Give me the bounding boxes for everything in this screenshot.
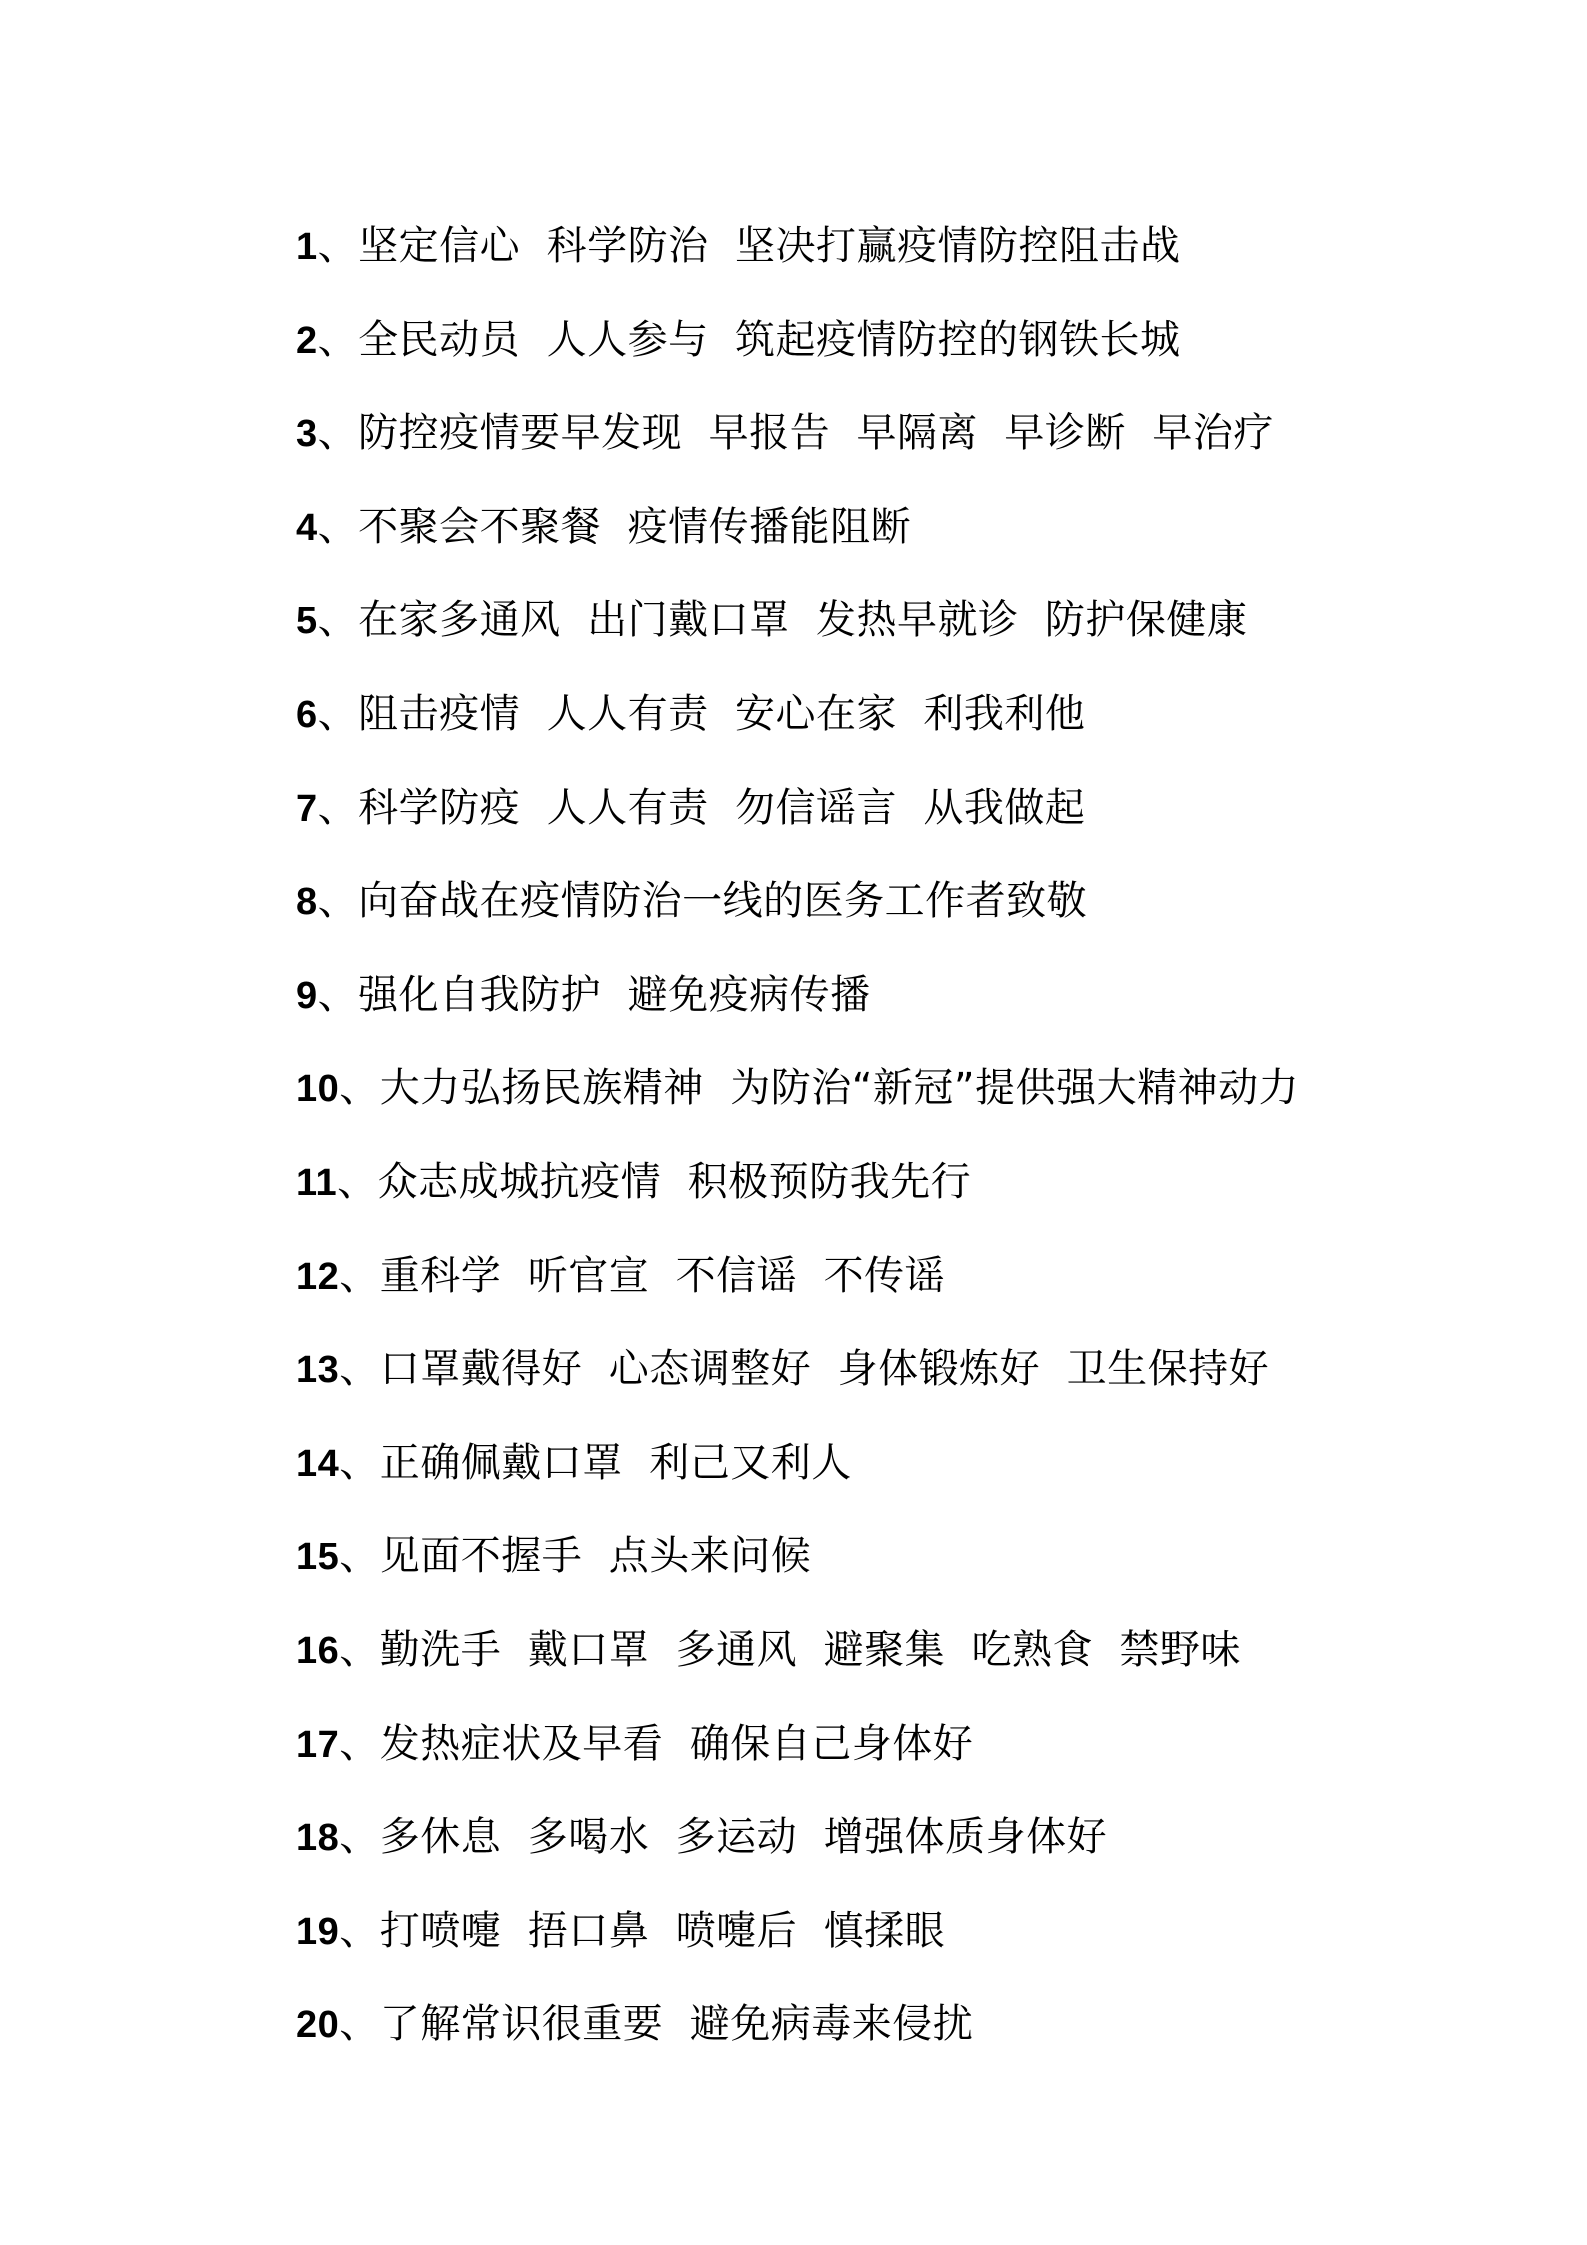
slogan-number: 4 xyxy=(296,506,318,549)
list-item xyxy=(296,1620,1496,1714)
list-item xyxy=(296,871,1496,965)
slogan-separator: 、 xyxy=(339,1533,380,1580)
slogan-separator: 、 xyxy=(317,878,359,925)
slogan-text: 勤洗手 戴口罩 多通风 避聚集 吃熟食 禁野味 xyxy=(379,1626,1241,1673)
list-item xyxy=(296,590,1496,684)
slogan-number: 10 xyxy=(296,1068,340,1111)
list-item xyxy=(296,778,1496,872)
slogan-text: 科学防疫 人人有责 勿信谣言 从我做起 xyxy=(358,784,1086,831)
slogan-number: 13 xyxy=(296,1349,340,1392)
slogan-text: 阻击疫情 人人有责 安心在家 利我利他 xyxy=(358,690,1086,737)
list-item xyxy=(296,310,1496,404)
slogan-separator: 、 xyxy=(339,1907,380,1954)
slogan-separator: 、 xyxy=(339,1252,380,1299)
slogan-number: 14 xyxy=(296,1442,340,1485)
slogan-text: 防控疫情要早发现 早报告 早隔离 早诊断 早治疗 xyxy=(358,410,1274,457)
list-item xyxy=(296,216,1496,310)
list-item xyxy=(296,1994,1496,2088)
list-item xyxy=(296,1339,1496,1433)
slogan-number: 11 xyxy=(296,1161,338,1204)
slogan-separator: 、 xyxy=(317,223,359,269)
slogan-text: 坚定信心 科学防治 坚决打赢疫情防控阻击战 xyxy=(358,223,1181,269)
slogan-separator: 、 xyxy=(339,1346,380,1393)
list-item xyxy=(296,403,1496,497)
slogan-separator: 、 xyxy=(339,1814,380,1861)
slogan-text: 发热症状及早看 确保自己身体好 xyxy=(379,1720,974,1767)
slogan-number: 8 xyxy=(296,881,318,924)
slogan-text: 重科学 听官宣 不信谣 不传谣 xyxy=(379,1252,946,1299)
slogan-number: 20 xyxy=(296,2004,340,2047)
slogan-separator: 、 xyxy=(317,503,359,550)
slogan-number: 3 xyxy=(296,413,318,456)
slogan-number: 7 xyxy=(296,787,318,830)
list-item xyxy=(296,1246,1496,1340)
slogan-separator: 、 xyxy=(317,690,359,737)
slogan-number: 5 xyxy=(296,600,318,643)
slogan-text: 向奋战在疫情防治一线的医务工作者致敬 xyxy=(358,878,1088,925)
slogan-text: 强化自我防护 避免疫病传播 xyxy=(358,971,871,1018)
slogan-text: 在家多通风 出门戴口罩 发热早就诊 防护保健康 xyxy=(358,597,1248,644)
list-item xyxy=(296,1901,1496,1995)
slogan-number: 19 xyxy=(296,1910,340,1953)
list-item xyxy=(296,1526,1496,1620)
slogan-number: 9 xyxy=(296,974,318,1017)
slogan-number: 2 xyxy=(296,319,318,362)
slogan-text: 口罩戴得好 心态调整好 身体锻炼好 卫生保持好 xyxy=(379,1346,1270,1393)
slogan-separator: 、 xyxy=(317,597,359,644)
slogan-text: 正确佩戴口罩 利己又利人 xyxy=(379,1439,852,1486)
slogan-number: 15 xyxy=(296,1536,340,1579)
list-item xyxy=(296,684,1496,778)
slogan-separator: 、 xyxy=(339,1065,380,1112)
slogan-number: 18 xyxy=(296,1817,340,1860)
list-item xyxy=(296,497,1496,591)
slogan-separator: 、 xyxy=(317,316,359,363)
slogan-number: 12 xyxy=(296,1255,340,1298)
slogan-number: 6 xyxy=(296,693,318,736)
slogan-separator: 、 xyxy=(317,784,359,831)
list-item xyxy=(296,1152,1496,1246)
slogan-separator: 、 xyxy=(339,2001,380,2048)
slogan-separator: 、 xyxy=(317,971,359,1018)
slogan-text: 多休息 多喝水 多运动 增强体质身体好 xyxy=(379,1814,1108,1861)
list-item xyxy=(296,1058,1496,1152)
slogan-text: 不聚会不聚餐 疫情传播能阻断 xyxy=(358,503,912,550)
slogan-separator: 、 xyxy=(339,1626,380,1673)
slogan-number: 17 xyxy=(296,1723,340,1766)
slogan-separator: 、 xyxy=(339,1439,380,1486)
list-item xyxy=(296,1807,1496,1901)
slogan-text: 了解常识很重要 避免病毒来侵扰 xyxy=(379,2001,974,2048)
list-item xyxy=(296,1433,1496,1527)
slogan-text: 见面不握手 点头来问候 xyxy=(379,1533,812,1580)
slogan-text: 众志成城抗疫情 积极预防我先行 xyxy=(377,1158,972,1205)
slogan-text: 打喷嚏 捂口鼻 喷嚏后 慎揉眼 xyxy=(379,1907,946,1954)
slogan-number: 1 xyxy=(296,226,318,268)
list-item xyxy=(296,1714,1496,1808)
slogan-list xyxy=(296,216,1496,2088)
slogan-separator: 、 xyxy=(339,1720,380,1767)
slogan-separator: 、 xyxy=(317,410,359,457)
slogan-separator: 、 xyxy=(337,1158,378,1205)
list-item xyxy=(296,965,1496,1059)
slogan-text: 大力弘扬民族精神 为防治“新冠”提供强大精神动力 xyxy=(379,1065,1300,1112)
slogan-text: 全民动员 人人参与 筑起疫情防控的钢铁长城 xyxy=(358,316,1181,363)
slogan-number: 16 xyxy=(296,1629,340,1672)
